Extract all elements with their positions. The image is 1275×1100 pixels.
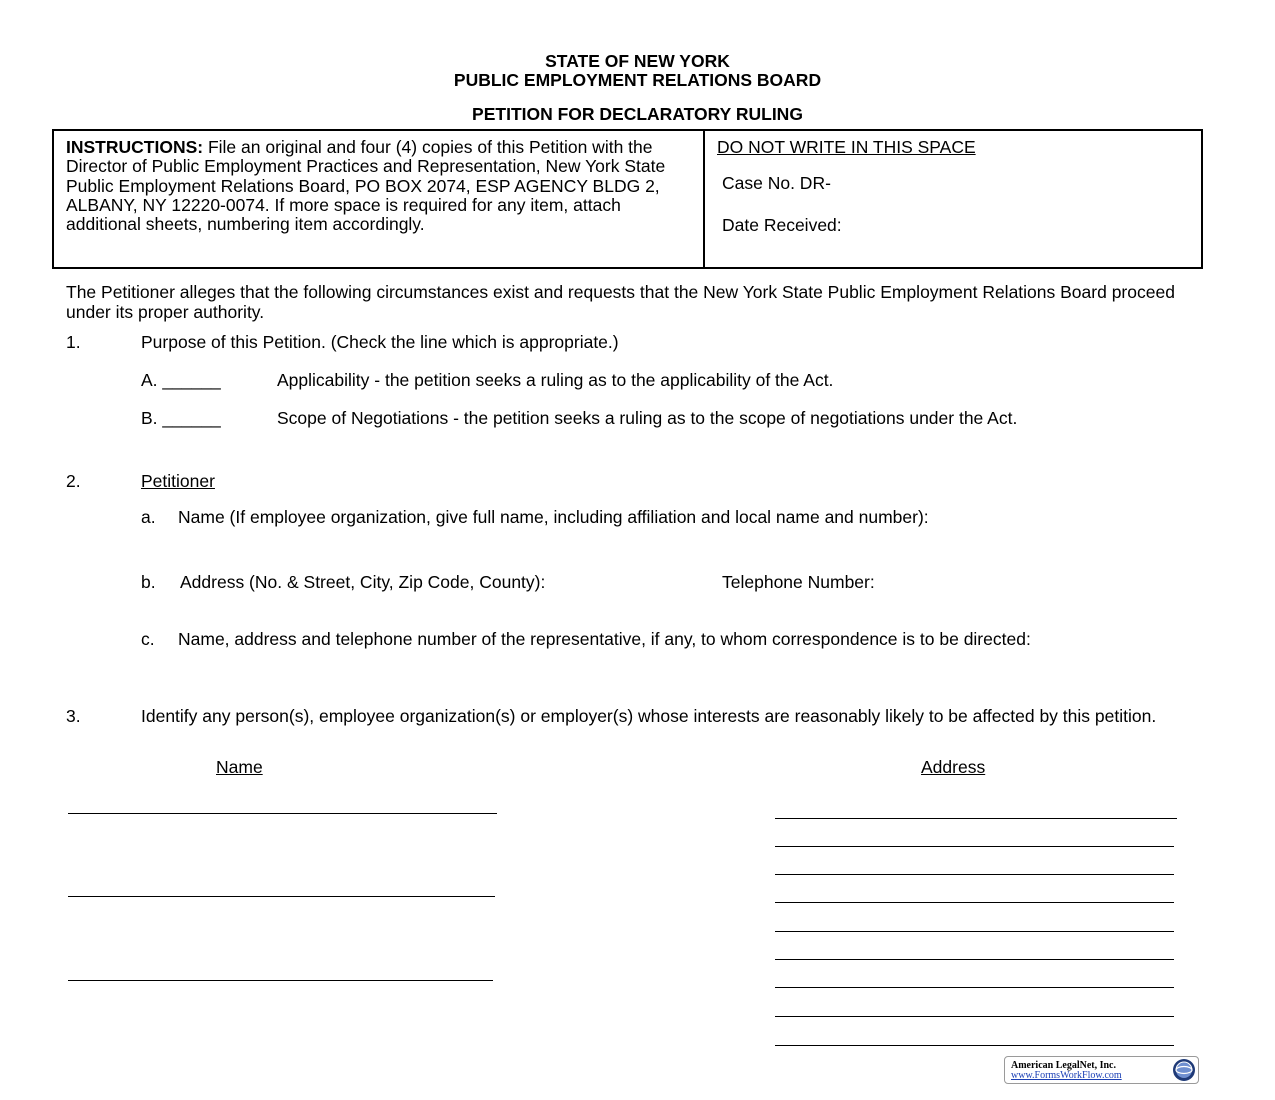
instructions-text-block [66,138,700,234]
item1-number: 1. [66,332,81,352]
address-line[interactable] [775,931,1174,932]
date-received-label: Date Received: [722,215,842,235]
item2c-mark: c. [141,629,155,649]
name-line[interactable] [68,896,495,897]
address-line[interactable] [775,874,1174,875]
address-line[interactable] [775,846,1174,847]
address-line[interactable] [775,818,1177,819]
item2-number: 2. [66,471,81,491]
item2a-text: Name (If employee organization, give full name, including affiliation and local name and number): [178,507,929,527]
telephone-label: Telephone Number: [722,572,875,592]
item2b-mark: b. [141,572,156,592]
option-a-blank[interactable]: A. ______ [141,370,221,390]
item1-text: Purpose of this Petition. (Check the line which is appropriate.) [141,332,619,352]
item3-number: 3. [66,706,81,726]
address-line[interactable] [775,902,1174,903]
address-line[interactable] [775,959,1174,960]
name-line[interactable] [68,813,497,814]
name-column-header: Name [216,757,263,777]
petitioner-heading: Petitioner [141,471,215,491]
office-use-box [703,129,1203,269]
board-heading: PUBLIC EMPLOYMENT RELATIONS BOARD [453,70,822,90]
item3-text: Identify any person(s), employee organization(s) or employer(s) whose interests are reasonably likely to be affected by this petition. [141,706,1157,726]
intro-paragraph: The Petitioner alleges that the following circumstances exist and requests that the New York State Public Employment Relations Board proceed under its proper authority. [66,282,1175,322]
item2b-text: Address (No. & Street, City, Zip Code, County): [180,572,546,592]
logo-url-link[interactable]: www.FormsWorkFlow.com [1011,1070,1122,1081]
state-heading: STATE OF NEW YORK [545,51,730,71]
item2c-text: Name, address and telephone number of the representative, if any, to whom correspondence is to be directed: [178,629,1031,649]
instructions-box [52,129,705,269]
instructions-text: File an original and four (4) copies of this Petition with the Director of Public Employment Practices and Representation, New York State Public Employment Relations Board, PO BOX 2074, ESP AGENCY BLDG 2, ALBANY, NY 12220-0074. If more space is required for any item, attach additional sheets, numbering item accordingly. [66,137,666,235]
name-line[interactable] [68,980,493,981]
american-legalnet-logo[interactable] [1004,1056,1199,1084]
option-b-text: Scope of Negotiations - the petition seeks a ruling as to the scope of negotiations under the Act. [277,408,1018,428]
logo-company-name: American LegalNet, Inc. [1011,1060,1116,1071]
form-title: PETITION FOR DECLARATORY RULING [472,104,803,124]
office-use-heading [717,138,976,158]
option-b-blank[interactable]: B. ______ [141,408,221,428]
instructions-label: INSTRUCTIONS: [66,137,204,157]
office-use-heading-text: DO NOT WRITE IN THIS SPACE [717,137,976,157]
address-line[interactable] [775,1016,1174,1017]
option-a-text: Applicability - the petition seeks a ruling as to the applicability of the Act. [277,370,834,390]
address-line[interactable] [775,987,1174,988]
case-number-label: Case No. DR- [722,173,831,193]
item2a-mark: a. [141,507,156,527]
address-column-header: Address [921,757,986,777]
globe-icon [1172,1058,1196,1082]
address-line[interactable] [775,1045,1174,1046]
